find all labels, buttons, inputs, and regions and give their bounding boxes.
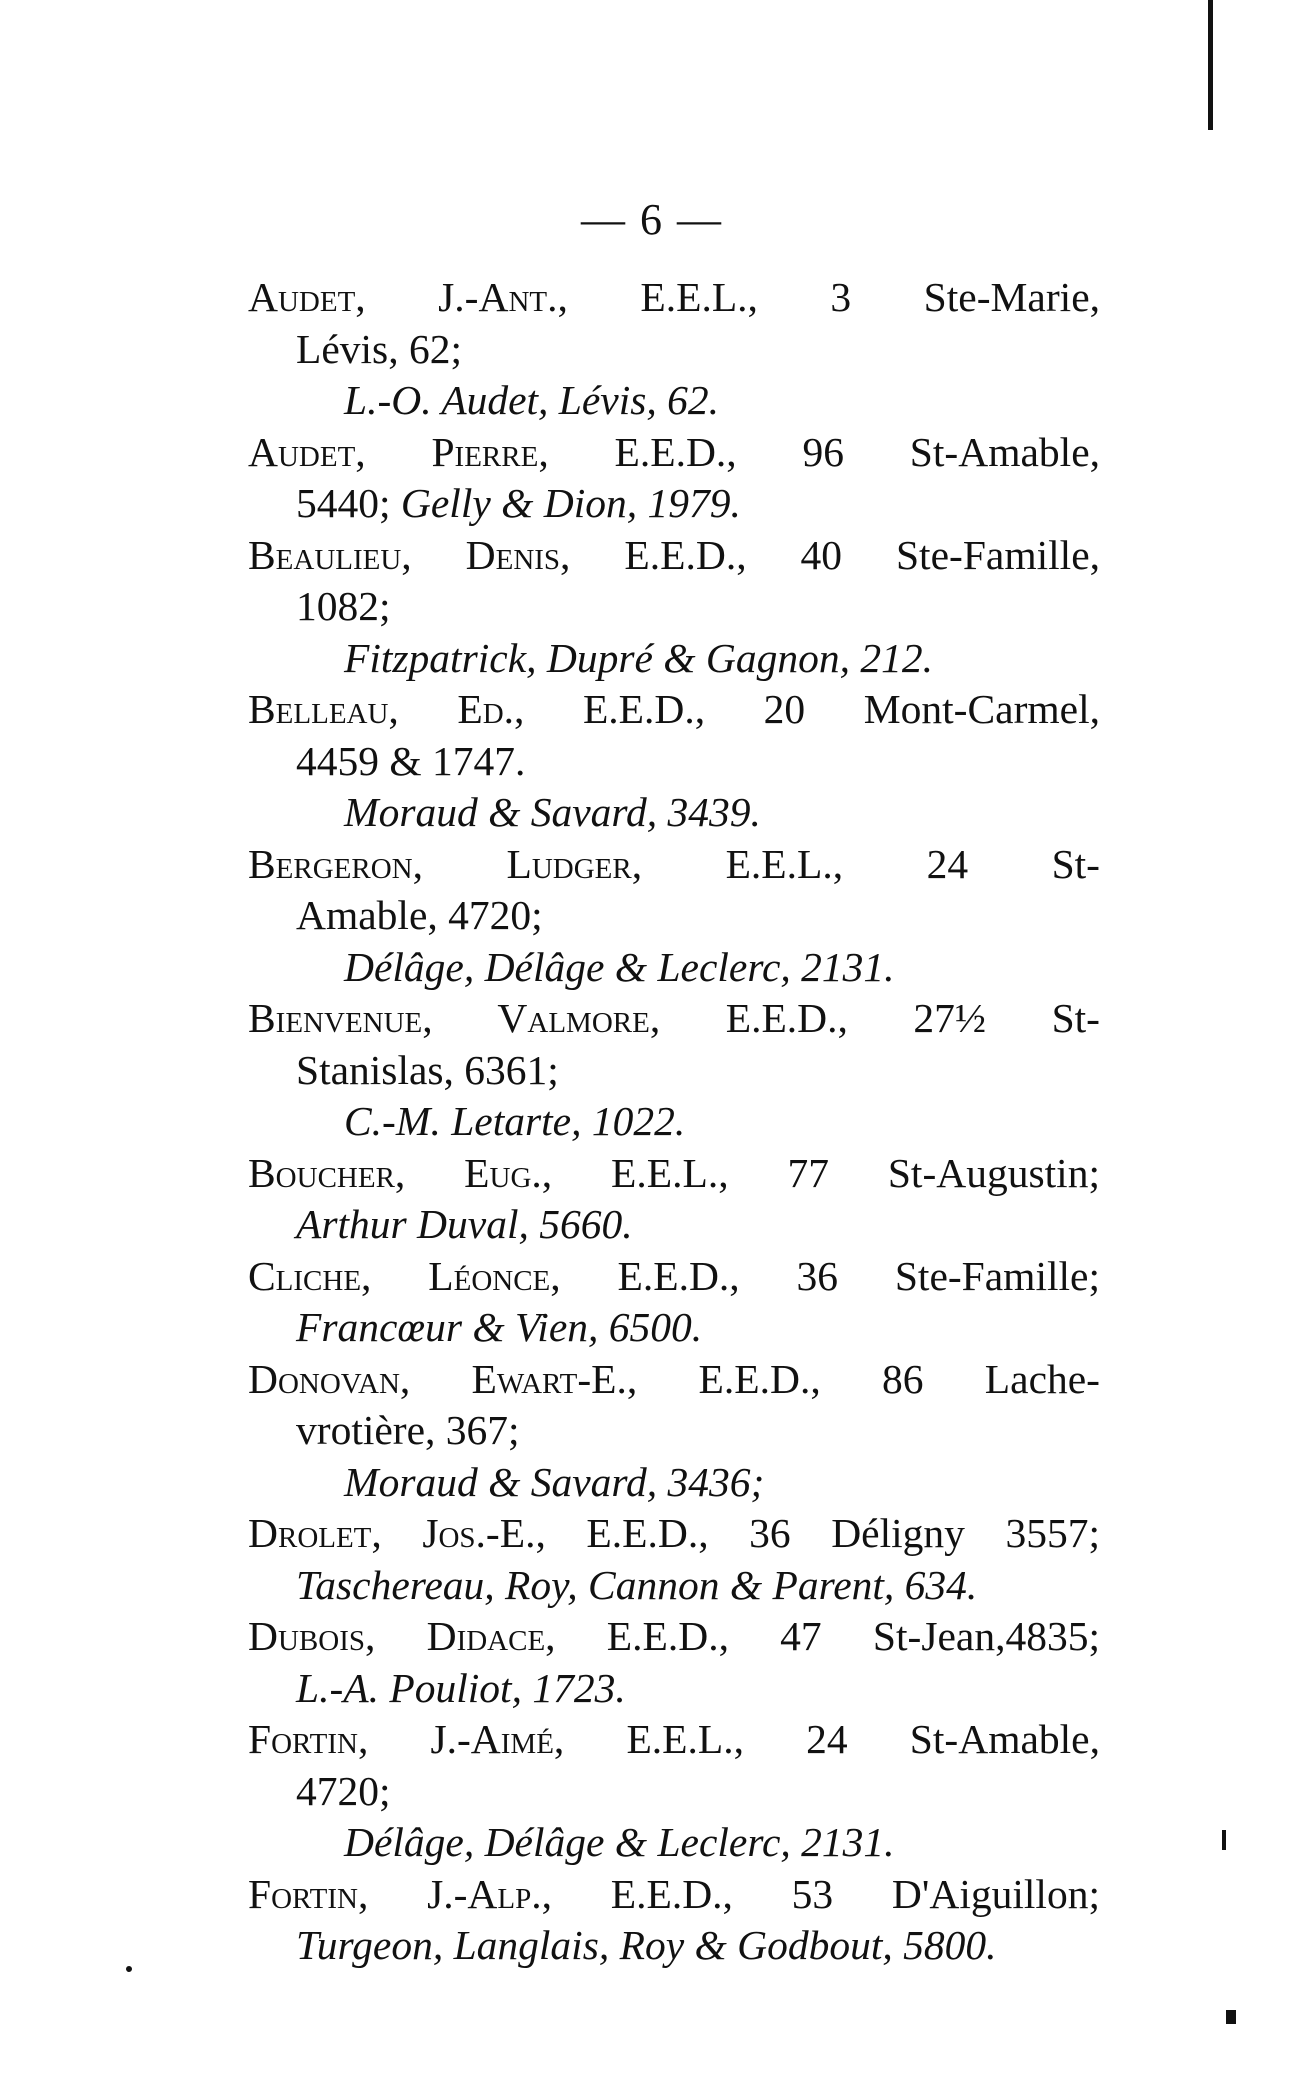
scan-dot	[126, 1966, 132, 1972]
entry-name-line	[248, 1148, 1100, 1200]
directory-entry	[248, 1251, 1100, 1354]
entry-reference-line	[248, 633, 1100, 685]
directory-entries	[248, 272, 1100, 1972]
entry-address-line	[248, 581, 1100, 633]
entry-text: 5440;	[296, 480, 401, 526]
entry-address-line	[248, 324, 1100, 376]
entry-address-line	[248, 736, 1100, 788]
entry-text: E.E.L., 24 St-	[642, 840, 1101, 887]
entry-text: E.E.D., 86 Lache-	[637, 1355, 1100, 1402]
entry-address-line	[248, 890, 1100, 942]
entry-reference-line	[248, 1096, 1100, 1148]
entry-address-line	[248, 1045, 1100, 1097]
entry-reference-line	[248, 1920, 1100, 1972]
entry-reference-line	[248, 478, 1100, 530]
entry-name: Belleau, Ed.,	[248, 686, 525, 732]
directory-entry	[248, 427, 1100, 530]
entry-address-line	[248, 1766, 1100, 1818]
entry-text: E.E.D., 96 St-Amable,	[548, 428, 1100, 475]
entry-text: 4720;	[296, 1767, 391, 1814]
entry-text: vrotière, 367;	[296, 1407, 520, 1453]
entry-reference: L.-A. Pouliot, 1723.	[296, 1664, 626, 1711]
directory-entry	[248, 993, 1100, 1148]
directory-entry	[248, 1354, 1100, 1509]
directory-entry	[248, 1611, 1100, 1714]
scan-edge-mark	[1208, 0, 1213, 130]
entry-name-line	[248, 427, 1100, 479]
entry-text: E.E.D., 40 Ste-Famille,	[570, 531, 1100, 578]
directory-entry	[248, 1148, 1100, 1251]
entry-name-line	[248, 993, 1100, 1045]
directory-entry	[248, 1508, 1100, 1611]
entry-reference: Délâge, Délâge & Leclerc, 2131.	[344, 1819, 895, 1865]
entry-text: Amable, 4720;	[296, 892, 543, 938]
entry-text: E.E.D., 36 Déligny 3557;	[545, 1510, 1100, 1556]
entry-text: E.E.D., 20 Mont-Carmel,	[524, 686, 1101, 732]
entry-name-line	[248, 272, 1100, 324]
entry-reference-line	[248, 1199, 1100, 1251]
page-number: — 6 —	[581, 195, 723, 244]
directory-entry	[248, 684, 1100, 839]
entry-name-line	[248, 1251, 1100, 1303]
entry-text: E.E.L., 24 St-Amable,	[564, 1716, 1100, 1762]
scan-edge-mark	[1222, 1830, 1226, 1850]
entry-name-line	[248, 1508, 1100, 1560]
directory-entry	[248, 839, 1100, 994]
directory-entry	[248, 530, 1100, 685]
entry-reference: C.-M. Letarte, 1022.	[344, 1098, 686, 1144]
scan-edge-mark	[1226, 2010, 1236, 2024]
entry-reference: Moraud & Savard, 3439.	[344, 789, 761, 835]
entry-name: Donovan, Ewart-E.,	[248, 1355, 638, 1402]
entry-name: Cliche, Léonce,	[248, 1252, 561, 1299]
directory-entry	[248, 1869, 1100, 1972]
entry-name-line	[248, 684, 1100, 736]
entry-name-line	[248, 839, 1100, 891]
entry-reference: Taschereau, Roy, Cannon & Parent, 634.	[296, 1561, 978, 1608]
entry-reference: Turgeon, Langlais, Roy & Godbout, 5800.	[296, 1922, 997, 1968]
entry-reference-line	[248, 1560, 1100, 1612]
entry-name-line	[248, 1714, 1100, 1766]
entry-reference-line	[248, 1302, 1100, 1354]
entry-text: 1082;	[296, 583, 391, 629]
entry-name: Audet, Pierre,	[248, 428, 549, 475]
entry-name: Fortin, J.-Aimé,	[248, 1716, 565, 1762]
entry-name: Dubois, Didace,	[248, 1613, 556, 1659]
entry-reference: Délâge, Délâge & Leclerc, 2131.	[344, 943, 895, 990]
entry-name: Beaulieu, Denis,	[248, 531, 571, 578]
directory-entry	[248, 272, 1100, 427]
entry-reference-line	[248, 375, 1100, 427]
entry-name: Boucher, Eug.,	[248, 1149, 553, 1196]
entry-name-line	[248, 1354, 1100, 1406]
entry-name-line	[248, 1869, 1100, 1921]
entry-text: E.E.D., 53 D'Aiguillon;	[551, 1870, 1100, 1917]
entry-text: E.E.D., 47 St-Jean,4835;	[555, 1613, 1100, 1659]
entry-reference-line	[248, 1457, 1100, 1509]
entry-reference-line	[248, 942, 1100, 994]
entry-reference: Moraud & Savard, 3436;	[344, 1458, 765, 1505]
entry-name: Audet, J.-Ant.,	[248, 274, 568, 320]
entry-text: E.E.L., 3 Ste-Marie,	[567, 274, 1100, 320]
entry-text: E.E.L., 77 St-Augustin;	[552, 1149, 1100, 1196]
entry-reference: Gelly & Dion, 1979.	[400, 480, 741, 526]
entry-reference-line	[248, 787, 1100, 839]
entry-name: Bergeron, Ludger,	[248, 840, 643, 887]
entry-reference: Francœur & Vien, 6500.	[296, 1304, 703, 1350]
entry-text: Lévis, 62;	[296, 325, 462, 372]
entry-reference-line	[248, 1817, 1100, 1869]
entry-text: E.E.D., 36 Ste-Famille;	[560, 1252, 1101, 1299]
entry-name: Drolet, Jos.-E.,	[248, 1510, 546, 1556]
entry-text: 4459 & 1747.	[296, 737, 526, 784]
entry-name-line	[248, 530, 1100, 582]
entry-name: Bienvenue, Valmore,	[248, 995, 661, 1041]
entry-reference: Fitzpatrick, Dupré & Gagnon, 212.	[344, 634, 934, 681]
entry-reference: Arthur Duval, 5660.	[296, 1201, 633, 1247]
entry-text: Stanislas, 6361;	[296, 1046, 559, 1093]
entry-name-line	[248, 1611, 1100, 1663]
entry-text: E.E.D., 27½ St-	[660, 995, 1100, 1041]
entry-name: Fortin, J.-Alp.,	[248, 1870, 552, 1917]
entry-reference: L.-O. Audet, Lévis, 62.	[344, 377, 720, 423]
directory-entry	[248, 1714, 1100, 1869]
entry-reference-line	[248, 1663, 1100, 1715]
entry-address-line	[248, 1405, 1100, 1457]
